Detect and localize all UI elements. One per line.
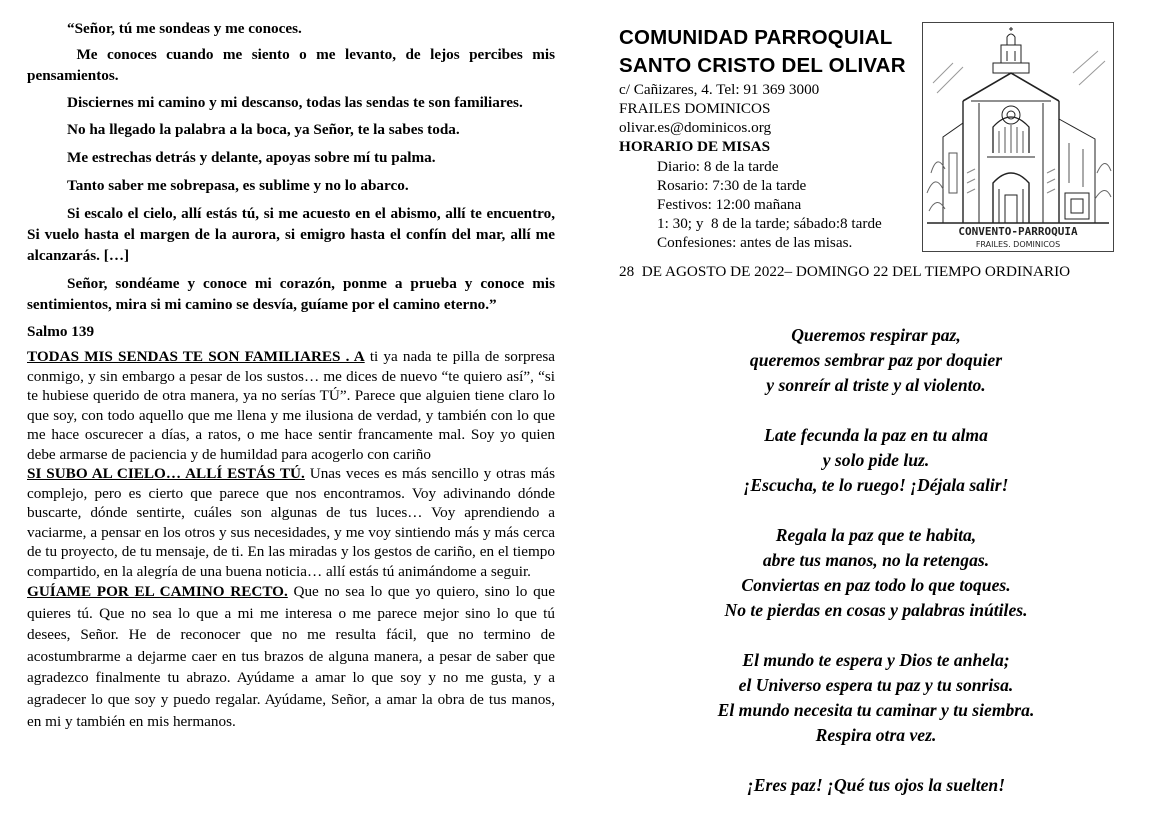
psalm-reference: Salmo 139 [27,323,95,340]
psalm-verse: No ha llegado la palabra a la boca, ya Señor, te la sabes toda. [67,121,460,138]
schedule-item: Diario: 8 de la tarde [657,158,779,175]
reflection-heading: SI SUBO AL CIELO… ALLÍ ESTÁS TÚ. [27,465,305,482]
poem-line: El mundo necesita tu caminar y tu siembra. [717,700,1035,720]
reflection-body: Unas veces es más sencillo y otras más complejo, pero es cierto que parece que nos encontramos. Voy adivinando dónde buscarte, dónde sentirte, cuáles son algunas de tus luces… Voy aprendiendo a vaciarme, a pensar en los otros y sus necesidades, y me voy sintiendo más y más cerca de tu proyecto, de tu mensaje, de ti. En las miradas y los gestos de cariño, en el tiempo compartido, en la alegría de una buena noticia… allí estás tú animándome a seguir. [27,465,555,580]
parish-address: c/ Cañizares, 4. Tel: 91 369 3000 [619,81,820,98]
reflection-heading: GUÍAME POR EL CAMINO RECTO. [27,583,288,600]
poem-line: Late fecunda la paz en tu alma [764,425,988,445]
date-line: 28 DE AGOSTO DE 2022– DOMINGO 22 DEL TIEMPO ORDINARIO [619,263,1071,280]
schedule-title: HORARIO DE MISAS [619,138,771,155]
poem-line: y solo pide luz. [822,450,930,470]
left-column [27,18,559,732]
psalm-verse: Señor, sondéame y conoce mi corazón, ponme a prueba y conoce mis sentimientos, mira si mi camino se desvía, guíame por el camino eterno.” [27,275,555,313]
poem-stanza [640,773,1112,798]
psalm-verse: Me conoces cuando me siento o me levanto, de lejos percibes mis pensamientos. [27,46,559,84]
church-sketch-icon [923,23,1113,251]
poem-line: ¡Escucha, te lo ruego! ¡Déjala salir! [743,475,1009,495]
reflection-body: Que no sea lo que yo quiero, sino lo que quieres tú. Que no sea lo que a mi me interesa o me parece mejor sino lo que tú desees, Señor. He de reconocer que no me resulta fácil, que no termino de acostumbrarme a dejarme caer en tus brazos de alguna manera, a pesar de saber que agradezco finalmente tu abrazo. Ayúdame a amar lo que soy y no me gusta, y a agradecer lo que soy y puedo regalar. Ayúdame, Señor, a amar la obra de tus manos, en mi y también en mis hermanos. [27,583,555,730]
poem-line: el Universo espera tu paz y tu sonrisa. [738,675,1014,695]
reflection [27,347,555,732]
parish-header [619,24,919,252]
psalm-verse: “Señor, tú me sondeas y me conoces. [67,20,302,37]
poem-stanza [640,323,1112,398]
poem-stanza [640,648,1112,748]
poem-line: No te pierdas en cosas y palabras inútiles. [724,600,1028,620]
poem-stanza [640,423,1112,498]
reflection-body: ti ya nada te pilla de sorpresa conmigo, y sin embargo a pesar de los sustos… me dices de nuevo “te quiero así”, “si te hubiese querido de otra manera, ya no serías TÚ”. Parece que alguien tiene claro lo que soy, con todo aquello que me llena y me ilusiona de verdad, y también con lo que me hace oscurecer a días, a ratos, o me hace sentir francamente mal. Soy yo quien debe armarse de paciencia y de humildad para acogerlo con cariño [27,348,555,463]
poem-line: Conviertas en paz todo lo que toques. [741,575,1011,595]
schedule-item: Festivos: 12:00 mañana [657,196,802,213]
peace-poem [640,323,1112,798]
psalm-verse: Me estrechas detrás y delante, apoyas sobre mí tu palma. [67,149,436,166]
poem-line: abre tus manos, no la retengas. [762,550,990,570]
poem-line: Respira otra vez. [815,725,937,745]
schedule-item: Confesiones: antes de las misas. [657,234,853,251]
poem-stanza [640,523,1112,623]
parish-name-line1: COMUNIDAD PARROQUIAL [619,26,893,49]
reflection-heading: TODAS MIS SENDAS TE SON FAMILIARES . A [27,348,365,365]
poem-line: Queremos respirar paz, [791,325,961,345]
poem-line: y sonreír al triste y al violento. [766,375,986,395]
schedule-item: 1: 30; y 8 de la tarde; sábado:8 tarde [657,215,882,232]
poem-line: Regala la paz que te habita, [775,525,977,545]
schedule-item: Rosario: 7:30 de la tarde [657,177,807,194]
psalm-verse: Tanto saber me sobrepasa, es sublime y no lo abarco. [67,177,409,194]
parish-email: olivar.es@dominicos.org [619,119,772,136]
psalm-verse: Si escalo el cielo, allí estás tú, si me acuesto en el abismo, allí te encuentro, Si vuelo hasta el margen de la aurora, si emigro hasta el confín del mar, allí me alcanzarás. […] [27,205,555,264]
church-drawing [922,22,1114,252]
psalm-text [27,18,559,342]
poem-line: El mundo te espera y Dios te anhela; [742,650,1010,670]
drawing-caption-1: CONVENTO-PARROQUIA [958,225,1078,238]
schedule-list [619,157,919,252]
reflection-paragraph [27,464,555,581]
parish-order: FRAILES DOMINICOS [619,100,771,117]
reflection-paragraph [27,347,555,464]
poem-line: queremos sembrar paz por doquier [749,350,1003,370]
reflection-paragraph [27,581,555,732]
drawing-caption-2: FRAILES. DOMINICOS [975,240,1061,249]
poem-line: ¡Eres paz! ¡Qué tus ojos la suelten! [746,775,1006,795]
parish-name-line2: SANTO CRISTO DEL OLIVAR [619,54,906,77]
psalm-verse: Disciernes mi camino y mi descanso, todas las sendas te son familiares. [67,94,523,111]
